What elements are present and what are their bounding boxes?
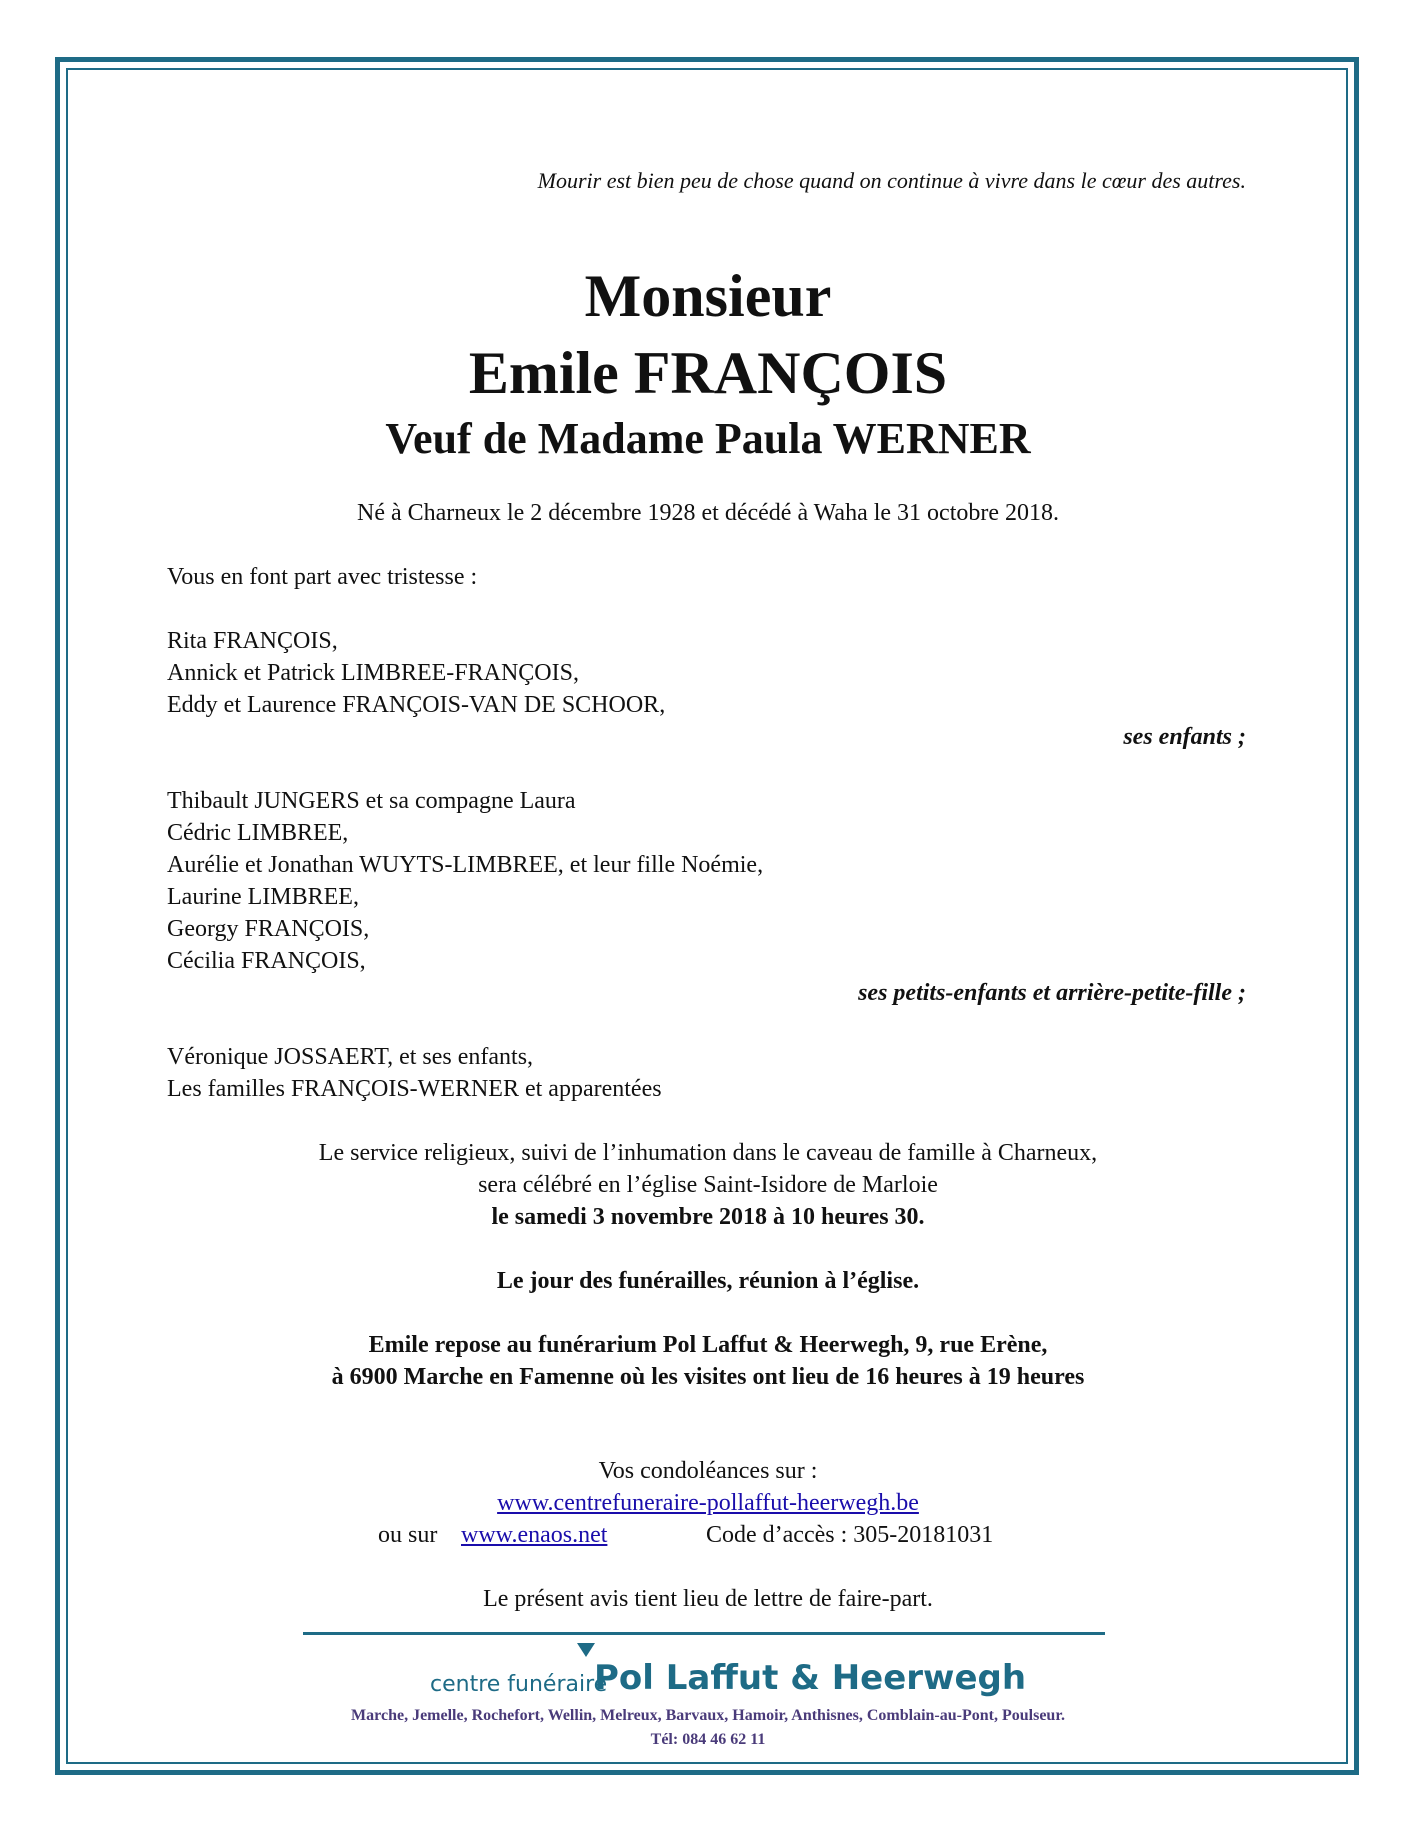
child-name: Annick et Patrick LIMBREE-FRANÇOIS, [167,660,579,686]
grandchildren-role: ses petits-enfants et arrière-petite-fille ; [858,980,1246,1006]
footer-locations: Marche, Jemelle, Rochefort, Wellin, Melreux, Barvaux, Hamoir, Anthisnes, Comblain-au-Pont, Poulseur. [351,1707,1065,1724]
notice-line: Le présent avis tient lieu de lettre de faire-part. [483,1586,933,1612]
footer-phone: Tél: 084 46 62 11 [650,1731,766,1748]
condolences-link-row [0,1490,1416,1517]
grandchild-name: Cécilia FRANÇOIS, [167,948,366,974]
widower-line: Veuf de Madame Paula WERNER [385,414,1031,463]
access-code: Code d’accès : 305-20181031 [706,1522,994,1548]
grandchild-name: Aurélie et Jonathan WUYTS-LIMBREE, et leur fille Noémie, [167,852,764,878]
service-date: le samedi 3 novembre 2018 à 10 heures 30. [491,1204,925,1230]
service-line-1: Le service religieux, suivi de l’inhumation dans le caveau de famille à Charneux, [318,1140,1098,1166]
condolences-label: Vos condoléances sur : [598,1458,818,1484]
repose-line-1: Emile repose au funérarium Pol Laffut & Heerwegh, 9, rue Erène, [368,1332,1048,1358]
title-honorific: Monsieur [584,263,832,329]
grandchild-name: Laurine LIMBREE, [167,884,359,910]
intro-line: Vous en font part avec tristesse : [167,564,478,590]
children-role: ses enfants ; [1123,724,1246,750]
deceased-name: Emile FRANÇOIS [468,340,948,406]
repose-line-2: à 6900 Marche en Famenne où les visites ont lieu de 16 heures à 19 heures [331,1364,1085,1390]
logo-arrow-icon [577,1643,595,1657]
enaos-link[interactable]: www.enaos.net [461,1522,608,1548]
grandchild-name: Thibault JUNGERS et sa compagne Laura [167,788,576,814]
funeral-center-link[interactable]: www.centrefuneraire-pollaffut-heerwegh.be [497,1490,919,1516]
other-family-line: Véronique JOSSAERT, et ses enfants, [167,1044,534,1070]
other-family-line: Les familles FRANÇOIS-WERNER et apparentées [167,1076,662,1102]
grandchild-name: Georgy FRANÇOIS, [167,916,370,942]
meeting-note: Le jour des funérailles, réunion à l’église. [496,1268,920,1294]
grandchild-name: Cédric LIMBREE, [167,820,349,846]
or-label: ou sur [378,1522,438,1548]
birth-death-line: Né à Charneux le 2 décembre 1928 et décédé à Waha le 31 octobre 2018. [357,500,1059,526]
logo-subtitle: centre funéraire [430,1672,608,1697]
logo-brand: Pol Laffut & Heerwegh [594,1658,1027,1698]
child-name: Eddy et Laurence FRANÇOIS-VAN DE SCHOOR, [167,692,666,718]
footer-divider [303,1632,1105,1635]
epigraph-quote: Mourir est bien peu de chose quand on continue à vivre dans le cœur des autres. [537,168,1246,193]
service-line-2: sera célébré en l’église Saint-Isidore de Marloie [478,1172,938,1198]
child-name: Rita FRANÇOIS, [167,628,338,654]
